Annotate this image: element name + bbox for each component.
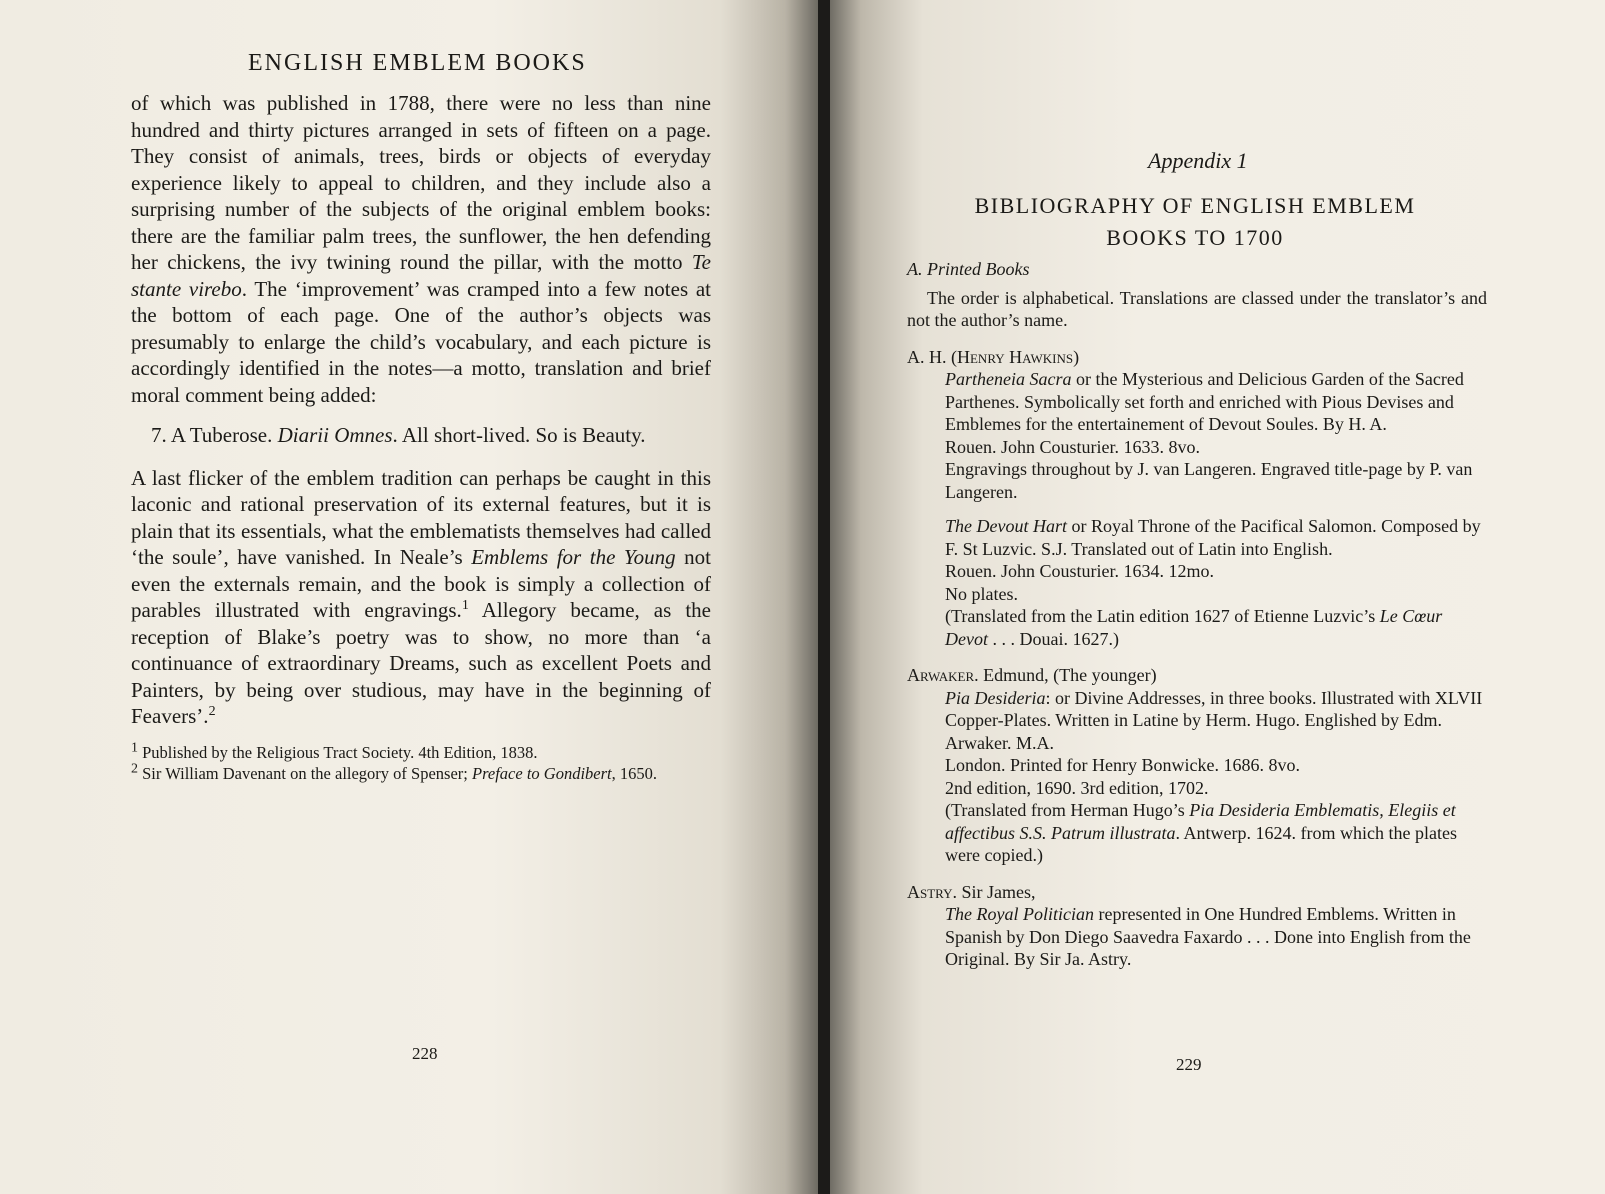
paragraph-1 — [131, 90, 711, 408]
bibliography-entry-astry — [907, 881, 1487, 971]
footnote-text: Sir William Davenant on the allegory of Spenser; — [138, 763, 472, 783]
entry-author — [907, 346, 1487, 369]
book-desc: represented in One Hundred Emblems. Written in Spanish by Don Diego Saavedra Faxardo . . . Done into English from the Original. By Sir Ja. Astry. — [945, 904, 1471, 969]
appendix-title-line-1: BIBLIOGRAPHY OF ENGLISH EMBLEM — [974, 193, 1416, 218]
footnote-tail: , 1650. — [611, 763, 657, 783]
book-description — [945, 687, 1487, 755]
footnote-ref-2: 2 — [208, 704, 216, 719]
footnote — [131, 742, 711, 763]
bibliography-entry-arwaker — [907, 664, 1487, 867]
book-title: Partheneia Sacra — [945, 369, 1072, 389]
page-number-left: 228 — [412, 1044, 438, 1063]
book-desc: : or Divine Addresses, in three books. Illustrated with XLVII Copper-Plates. Written in Latine by Herm. Hugo. Englished by Edm. Arwaker. M.A. — [945, 687, 1483, 753]
note-text-a: (Translated from Herman Hugo’s — [945, 800, 1190, 820]
left-page-body — [131, 90, 711, 784]
book-note — [945, 799, 1487, 867]
note-title: Pia Desideria Emblematis, Elegiis et affectibus S.S. Patrum illustrata — [945, 800, 1456, 843]
right-page-body — [907, 258, 1487, 985]
appendix-title — [905, 190, 1485, 254]
quote-latin: Diarii Omnes — [277, 423, 393, 447]
book-description — [945, 515, 1487, 560]
note-text-b: . Antwerp. 1624. from which the plates were copied.) — [945, 822, 1457, 865]
book-imprint: Rouen. John Cousturier. 1634. 12mo. — [945, 561, 1214, 581]
quote — [151, 422, 711, 449]
paragraph-2 — [131, 465, 711, 730]
book-description — [945, 368, 1487, 436]
paragraph-2-text-b: not even the externals remain, and the book is simply a collection of parables illustrated with engravings. — [131, 545, 711, 622]
paragraph-2-text-a: A last flicker of the emblem tradition can perhaps be caught in this laconic and rational preservation of its external features, but it is plain that its essentials, what the emblematists themselves had called ‘the soule’, have vanished. In Neale’s — [131, 465, 711, 569]
paragraph-1-text-b: . The ‘improvement’ was cramped into a few notes at the bottom of each page. One of the author’s objects was presumably to enlarge the child’s vocabulary, and each picture is accordingly identified in the notes—a motto, translation and brief moral comment being added: — [131, 276, 711, 407]
author-rest: . Edmund, (The younger) — [974, 665, 1157, 685]
paragraph-1-text-a: of which was published in 1788, there were no less than nine hundred and thirty pictures arranged in sets of fifteen on a page. They consist of animals, trees, birds or objects of everyday experience likely to appeal to children, and they include also a surprising number of the subjects of the original emblem books: there are the familiar palm trees, the sunflower, the hen defending her chickens, the ivy twining round the pillar, with the motto — [131, 91, 711, 274]
book-desc: or the Mysterious and Delicious Garden of the Sacred Parthenes. Symbolically set forth and enriched with Pious Devises and Emblemes for the entertainement of Devout Soules. By H. A. — [945, 369, 1464, 434]
note-text-b: . . . Douai. 1627.) — [987, 628, 1119, 649]
book-title: Pia Desideria — [945, 687, 1046, 708]
paragraph-2-text-c: Allegory became, as the reception of Blake’s poetry was to show, no more than ‘a continuance of extraordinary Dreams, such as excellent Poets and Painters, by being over studious, may have in the beginning of Feavers’. — [131, 598, 711, 728]
bibliography-entry-ah — [907, 346, 1487, 651]
author-surname: Arwaker — [907, 665, 975, 685]
intro-paragraph: The order is alphabetical. Translations are classed under the translator’s and not the author’s name. — [907, 287, 1487, 330]
motto: Te stante virebo — [131, 250, 711, 301]
book-editions: 2nd edition, 1690. 3rd edition, 1702. — [945, 777, 1209, 798]
footnote-mark: 2 — [131, 761, 138, 776]
book-imprint: Rouen. John Cousturier. 1633. 8vo. — [945, 436, 1200, 457]
footnote-mark: 1 — [131, 740, 138, 755]
author-rest: . Sir James, — [952, 881, 1036, 902]
footnotes — [131, 742, 711, 784]
entry-author — [907, 881, 1487, 904]
book-description — [945, 903, 1487, 971]
appendix-label: Appendix 1 — [1148, 148, 1248, 173]
author-full-name: (Henry Hawkins) — [951, 346, 1080, 367]
author-surname: Astry — [907, 881, 953, 902]
quote-text-b: . All short-lived. So is Beauty. — [392, 423, 646, 447]
footnote-ref-1: 1 — [461, 598, 469, 613]
entry-author — [907, 664, 1487, 687]
book-desc: or Royal Throne of the Pacifical Salomon. Composed by F. St Luzvic. S.J. Translated out of Latin into English. — [945, 516, 1481, 559]
note-title: Le Cœur Devot — [945, 606, 1443, 649]
page-number-right: 229 — [1176, 1055, 1202, 1074]
footnote — [131, 763, 711, 784]
quote-text-a: 7. A Tuberose. — [151, 423, 278, 447]
author-initials: A. H. — [907, 346, 951, 367]
section-heading: A. Printed Books — [907, 259, 1030, 279]
book-title: The Royal Politician — [945, 904, 1094, 924]
book-title: The Devout Hart — [945, 516, 1067, 536]
book-plates: No plates. — [945, 583, 1018, 604]
footnote-text: Published by the Religious Tract Society. 4th Edition, 1838. — [138, 742, 538, 762]
note-text-a: (Translated from the Latin edition 1627 of Etienne Luzvic’s — [945, 606, 1380, 626]
book-imprint: London. Printed for Henry Bonwicke. 1686. 8vo. — [945, 755, 1300, 775]
book-note: Engravings throughout by J. van Langeren. Engraved title-page by P. van Langeren. — [945, 459, 1473, 502]
book-note — [945, 605, 1487, 650]
footnote-title: Preface to Gondibert — [472, 763, 612, 783]
book-title-emblems: Emblems for the Young — [471, 545, 676, 569]
running-head: ENGLISH EMBLEM BOOKS — [248, 50, 587, 76]
book-gutter — [818, 0, 830, 1194]
appendix-title-line-2: BOOKS TO 1700 — [1106, 225, 1284, 250]
